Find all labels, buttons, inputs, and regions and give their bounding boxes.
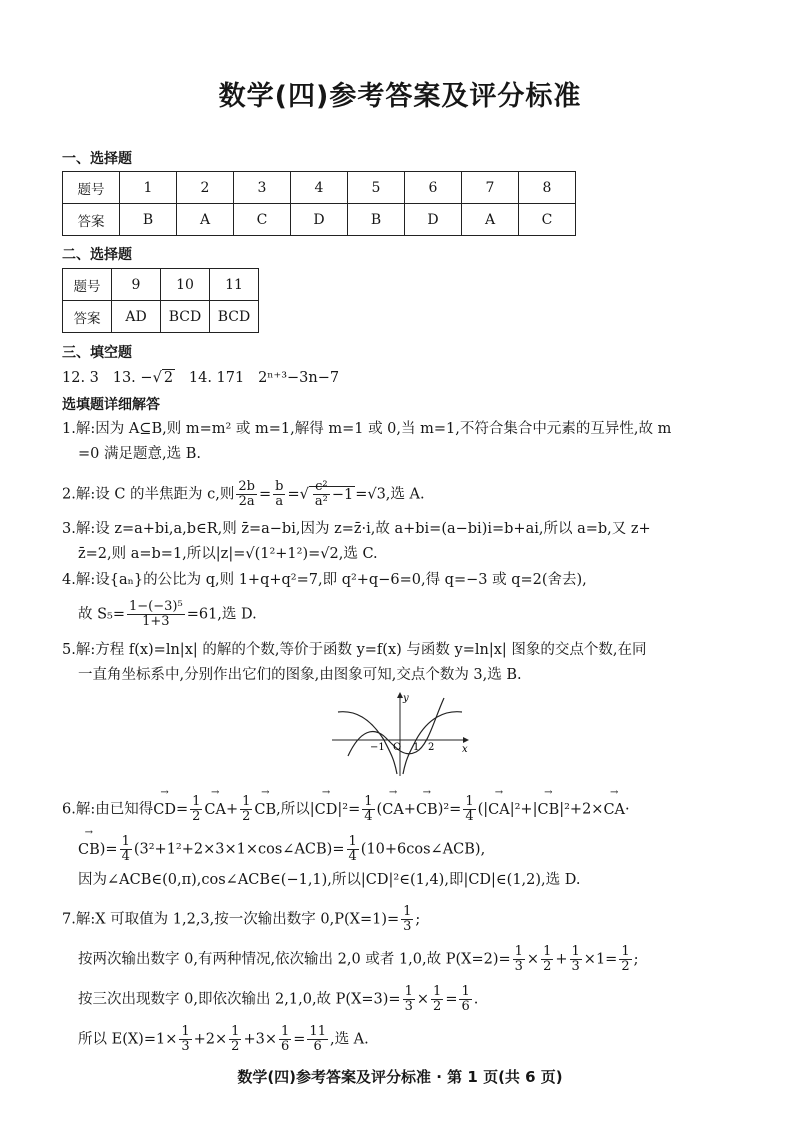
fill-in-answers: 12. 3 13. −√ 2 14. 171 2ⁿ⁺³−3n−7 xyxy=(62,370,340,386)
solution-3-line-1: 3.解:设 z=a+bi,a,b∈R,则 z̄=a−bi,因为 z=z̄·i,故 a+bi=(a−bi)i=b+ai,所以 a=b,又 z+ xyxy=(62,521,651,537)
answer-cell: BCD xyxy=(161,301,210,333)
solution-5-line-1: 5.解:方程 f(x)=ln|x| 的解的个数,等价于函数 y=f(x) 与函数 y=ln|x| 图象的交点个数,在同 xyxy=(62,642,647,658)
table-row xyxy=(63,269,259,301)
question-number: 11 xyxy=(210,269,259,301)
solution-7-line-3: 按三次出现数字 0,即依次输出 2,1,0,故 P(X=3)= $\frac{1}{3}$ × $\frac{1}{2}$ = $\frac{1}{6}$ . xyxy=(78,984,479,1014)
table-row xyxy=(63,172,576,204)
solution-7-end: ,选 A. xyxy=(329,1031,369,1048)
tick-label: 2 xyxy=(428,742,435,753)
table-row xyxy=(63,301,259,333)
fill-answer-14b: 2ⁿ⁺³−3n−7 xyxy=(258,370,340,386)
intersection-graph xyxy=(330,690,470,780)
equals-sign: = xyxy=(348,801,361,818)
answer-cell: C xyxy=(234,204,291,236)
origin-label: O xyxy=(393,742,402,753)
page-footer: 数学(四)参考答案及评分标准 · 第 1 页(共 6 页) xyxy=(237,1068,563,1086)
answer-cell: A xyxy=(462,204,519,236)
solution-7-line-1: 7.解:X 可取值为 1,2,3,按一次输出数字 0,P(X=1)= $\frac{1}{3}$ ; xyxy=(62,904,421,934)
solution-2-end: =√3,选 A. xyxy=(355,486,425,503)
solution-4-line-1: 4.解:设{aₙ}的公比为 q,则 1+q+q²=7,即 q²+q−6=0,得 q=−3 或 q=2(舍去), xyxy=(62,572,587,588)
solution-4-text: 故 S₅= xyxy=(78,606,126,623)
question-number: 10 xyxy=(161,269,210,301)
answer-table-2 xyxy=(62,268,259,333)
fill-answer-13-root: 2 xyxy=(163,370,174,386)
section-heading-choice: 一、选择题 xyxy=(62,151,132,167)
question-number: 8 xyxy=(519,172,576,204)
question-number: 4 xyxy=(291,172,348,204)
table-answer-label: 答案 xyxy=(63,301,112,333)
answer-cell: C xyxy=(519,204,576,236)
answer-cell: D xyxy=(291,204,348,236)
fill-answer-14: 14. 171 xyxy=(188,370,245,386)
solution-5-line-2: 一直角坐标系中,分别作出它们的图象,由图象可知,交点个数为 3,选 B. xyxy=(78,667,522,683)
solution-2-text: 2.解:设 C 的半焦距为 c,则 xyxy=(62,486,235,503)
section-heading-fill-in: 三、填空题 xyxy=(62,345,132,361)
section-heading-multi-choice: 二、选择题 xyxy=(62,247,132,263)
solution-6-line-2: → CB)= $\frac{1}{4}$ (3²+1²+2×3×1×cos∠ACB)= $\frac{1}{4}$ (10+6cos∠ACB), xyxy=(78,835,485,864)
answer-cell: AD xyxy=(112,301,161,333)
solution-6-line-3: 因为∠ACB∈(0,π),cos∠ACB∈(−1,1),所以|CD|²∈(1,4),即|CD|∈(1,2),选 D. xyxy=(78,872,581,888)
question-number: 9 xyxy=(112,269,161,301)
question-number: 6 xyxy=(405,172,462,204)
solution-3-line-2: z̄=2,则 a=b=1,所以|z|=√(1²+1²)=√2,选 C. xyxy=(78,546,378,562)
fill-answer-12: 12. 3 xyxy=(62,370,99,386)
question-number: 2 xyxy=(177,172,234,204)
equals-sign: = xyxy=(105,841,118,858)
solution-4-end: =61,选 D. xyxy=(186,606,257,623)
solution-7-line-4: 所以 E(X)=1× $\frac{1}{3}$ +2× $\frac{1}{2}$ +3× $\frac{1}{6}$ = $\frac{11}{6}$ ,选 A. xyxy=(78,1024,369,1054)
question-number: 7 xyxy=(462,172,519,204)
solution-1-line-2: =0 满足题意,选 B. xyxy=(78,446,201,462)
solution-7-text-3: 按三次出现数字 0,即依次输出 2,1,0,故 P(X=3)= xyxy=(78,991,401,1008)
fill-answer-13: 13. − xyxy=(112,370,153,386)
tick-label: 1 xyxy=(413,742,420,753)
solution-7-text: 7.解:X 可取值为 1,2,3,按一次输出数字 0,P(X=1)= xyxy=(62,911,400,928)
answer-table-1 xyxy=(62,171,576,236)
solution-7-line-2: 按两次输出数字 0,有两种情况,依次输出 2,0 或者 1,0,故 P(X=2)= $\frac{1}{3}$ × $\frac{1}{2}$ + $\frac{1}{3}$ ×1= $\frac{1}{2}$ ; xyxy=(78,944,639,974)
answer-cell: B xyxy=(348,204,405,236)
ln-curve-left xyxy=(338,712,397,774)
solution-1-line-1: 1.解:因为 A⊆B,则 m=m² 或 m=1,解得 m=1 或 0,当 m=1,不符合集合中元素的互异性,故 m xyxy=(62,421,672,437)
answer-cell: D xyxy=(405,204,462,236)
tick-label: −1 xyxy=(370,742,385,753)
y-axis-label: y xyxy=(403,693,409,704)
x-axis-label: x xyxy=(462,744,468,755)
solution-6-text: 6.解:由已知得 xyxy=(62,801,154,818)
x-axis-arrow-icon xyxy=(463,737,469,743)
table-header-label: 题号 xyxy=(63,172,120,204)
solution-7-text-2: 按两次输出数字 0,有两种情况,依次输出 2,0 或者 1,0,故 P(X=2)= xyxy=(78,951,511,968)
question-number: 5 xyxy=(348,172,405,204)
solution-6-line-1: 6.解:由已知得→ CD= $\frac{1}{2}$ → CA+ $\frac{1}{2}$ → CB,所以|→ CD|²= $\frac{1}{4}$ (→ CA+→ CB)²= $\frac{1}{4}$ (|→ CA|²+|→ CB|²+2×→ CA· xyxy=(62,795,630,824)
page-title: 数学(四)参考答案及评分标准 xyxy=(218,81,582,112)
answer-cell: A xyxy=(177,204,234,236)
question-number: 3 xyxy=(234,172,291,204)
section-heading-detailed: 选填题详细解答 xyxy=(62,397,160,413)
answer-cell: BCD xyxy=(210,301,259,333)
table-answer-label: 答案 xyxy=(63,204,120,236)
solution-2: 2.解:设 C 的半焦距为 c,则 $\frac{2b}{2a}$ = $\frac{b}{a}$ =√ $\frac{\text{c²}}{\text{a²}}$ −1 =√3,选 A. xyxy=(62,479,425,509)
question-number: 1 xyxy=(120,172,177,204)
solution-4-line-2: 故 S₅= $\frac{\text{1−(−3)⁵}}{1+3}$ =61,选 D. xyxy=(78,599,257,629)
table-row xyxy=(63,204,576,236)
table-header-label: 题号 xyxy=(63,269,112,301)
solution-7-text-4: 所以 E(X)=1× xyxy=(78,1031,178,1048)
answer-cell: B xyxy=(120,204,177,236)
